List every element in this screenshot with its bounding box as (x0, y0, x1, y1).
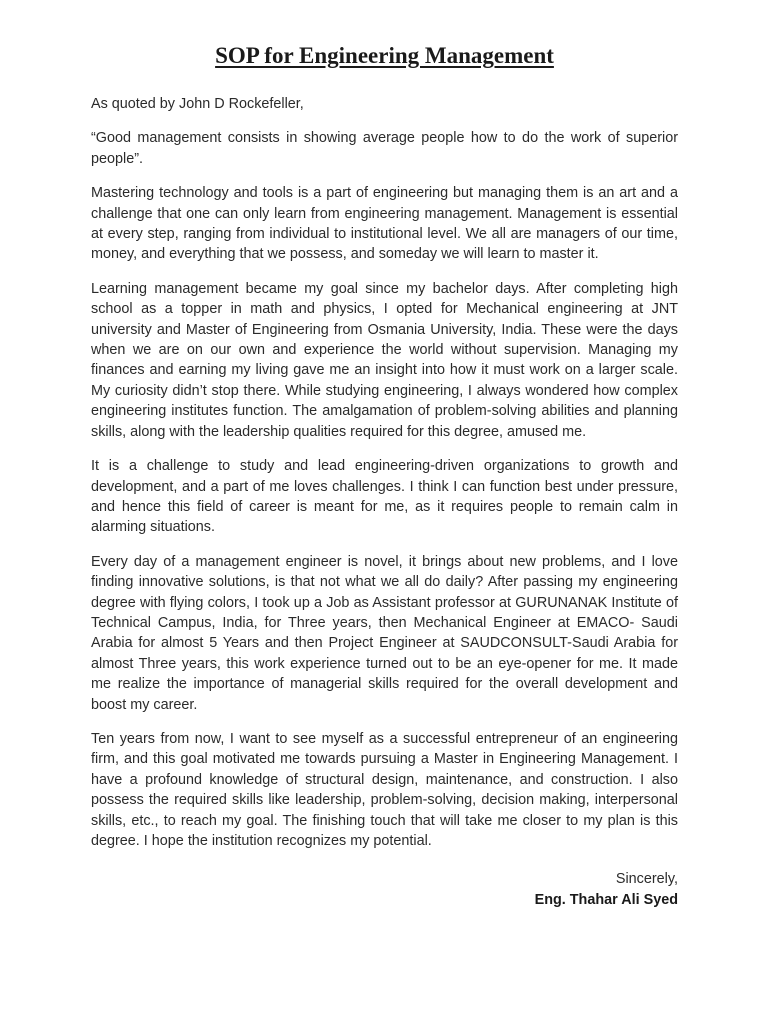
closing-salutation: Sincerely, (615, 871, 678, 888)
body-paragraph-3: It is a challenge to study and lead engineering-driven organizations to growth and development, and a part of me loves challenges. I think I can function best under pressure, and hence this field of career is meant for me, as it requires people to remain calm in alarming situations. (91, 458, 678, 536)
body-paragraph-2: Learning management became my goal since my bachelor days. After completing high school as a topper in math and physics, I opted for Mechanical engineering at JNT university and Master of Engineering from Osmania University, India. These were the days when we are on our own and experience the world without supervision. Managing my finances and earning my living gave me an insight into how it must work on a larger scale. My curiosity didn’t stop there. While studying engineering, I always wondered how complex engineering institutes function. The amalgamation of problem-solving abilities and planning skills, along with the leadership qualities required for this degree, amused me. (91, 280, 678, 440)
quote-paragraph: “Good management consists in showing average people how to do the work of superior people”. (91, 130, 678, 167)
document-title: SOP for Engineering Management (215, 43, 554, 68)
body-paragraph-5: Ten years from now, I want to see myself as a successful entrepreneur of an engineering firm, and this goal motivated me towards pursuing a Master in Engineering Management. I have a profound knowledge of structural design, maintenance, and construction. I also possess the required skills like leadership, problem-solving, decision making, interpersonal skills, etc., to reach my goal. The finishing touch that will take me closer to my plan is this degree. I hope the institution recognizes my potential. (91, 730, 678, 849)
author-signature: Eng. Thahar Ali Syed (534, 892, 678, 909)
intro-paragraph: As quoted by John D Rockefeller, (91, 96, 304, 112)
body-paragraph-4: Every day of a management engineer is novel, it brings about new problems, and I love finding innovative solutions, is that not what we all do daily? After passing my engineering degree with flying colors, I took up a Job as Assistant professor at GURUNANAK Institute of Technical Campus, India, for Three years, then Mechanical Engineer at EMACO- Saudi Arabia for almost 5 Years and then Project Engineer at SAUDCONSULT-Saudi Arabia for almost Three years, this work experience turned out to be an eye-opener for me. It made me realize the importance of managerial skills required for the overall development and boost my career. (91, 553, 678, 713)
body-paragraph-1: Mastering technology and tools is a part of engineering but managing them is an art and a challenge that one can only learn from engineering management. Management is essential at every step, ranging from individual to institutional level. We all are managers of our time, money, and everything that we possess, and someday we will learn to master it. (91, 185, 678, 263)
